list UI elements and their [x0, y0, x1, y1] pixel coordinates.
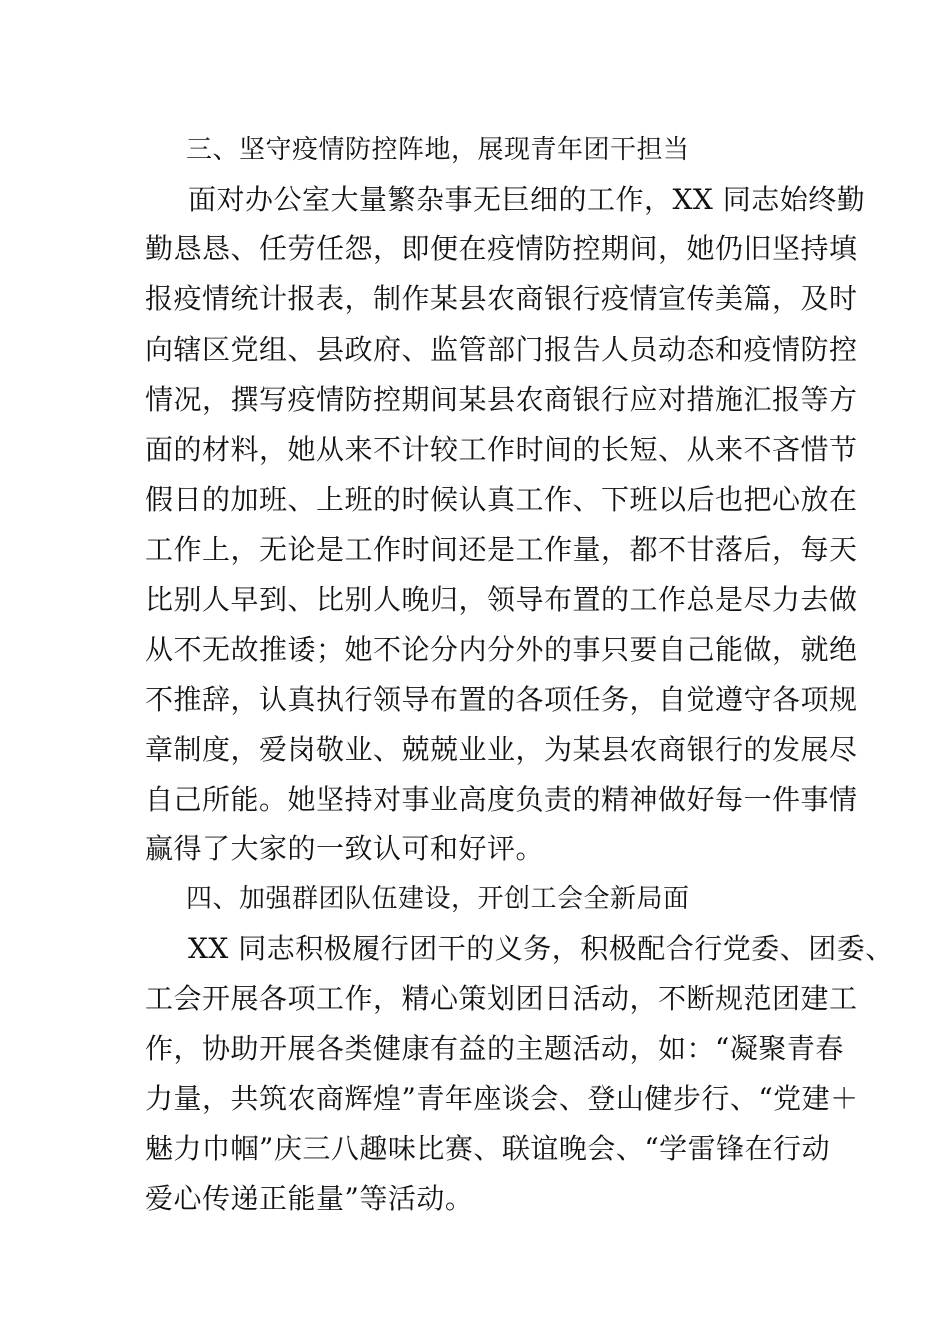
section-3-paragraph-line: 面的材料，她从来不计较工作时间的长短、从来不吝惜节 — [145, 433, 858, 466]
section-3-paragraph-line: 自己所能。她坚持对事业高度负责的精神做好每一件事情 — [145, 783, 858, 816]
section-3-paragraph-line: 情况，撰写疫情防控期间某县农商银行应对措施汇报等方 — [145, 383, 858, 416]
section-4-heading: 四、加强群团队伍建设，开创工会全新局面 — [186, 884, 690, 914]
section-4-paragraph-line: 力量，共筑农商辉煌”青年座谈会、登山健步行、“党建＋ — [145, 1082, 859, 1115]
section-3-paragraph-line: 面对办公室大量繁杂事无巨细的工作，XX 同志始终勤 — [188, 183, 866, 216]
section-4-paragraph-line: XX 同志积极履行团干的义务，积极配合行党委、团委、 — [188, 932, 894, 965]
section-3-paragraph-line: 报疫情统计报表，制作某县农商银行疫情宣传美篇，及时 — [145, 282, 858, 315]
section-3-paragraph-line: 勤恳恳、任劳任怨，即便在疫情防控期间，她仍旧坚持填 — [145, 232, 858, 265]
section-3-paragraph-line: 不推辞，认真执行领导布置的各项任务，自觉遵守各项规 — [145, 683, 858, 716]
section-3-heading: 三、坚守疫情防控阵地，展现青年团干担当 — [186, 135, 690, 165]
section-3-paragraph-line: 比别人早到、比别人晚归，领导布置的工作总是尽力去做 — [145, 583, 858, 616]
section-3-paragraph-line: 假日的加班、上班的时候认真工作、下班以后也把心放在 — [145, 483, 858, 516]
section-4-paragraph-line: 工会开展各项工作，精心策划团日活动，不断规范团建工 — [145, 982, 858, 1015]
section-3-paragraph-line: 向辖区党组、县政府、监管部门报告人员动态和疫情防控 — [145, 333, 858, 366]
section-3-paragraph-line: 章制度，爱岗敬业、兢兢业业，为某县农商银行的发展尽 — [145, 733, 858, 766]
section-4-paragraph-line: 爱心传递正能量”等活动。 — [145, 1182, 474, 1215]
section-3-paragraph-line: 工作上，无论是工作时间还是工作量，都不甘落后，每天 — [145, 533, 858, 566]
section-3-paragraph-line: 赢得了大家的一致认可和好评。 — [145, 832, 545, 865]
section-4-paragraph-line: 作，协助开展各类健康有益的主题活动，如：“凝聚青春 — [145, 1032, 844, 1065]
section-3-paragraph-line: 从不无故推诿；她不论分内分外的事只要自己能做，就绝 — [145, 633, 858, 666]
section-4-paragraph-line: 魅力巾帼”庆三八趣味比赛、联谊晚会、“学雷锋在行动 — [145, 1132, 831, 1165]
